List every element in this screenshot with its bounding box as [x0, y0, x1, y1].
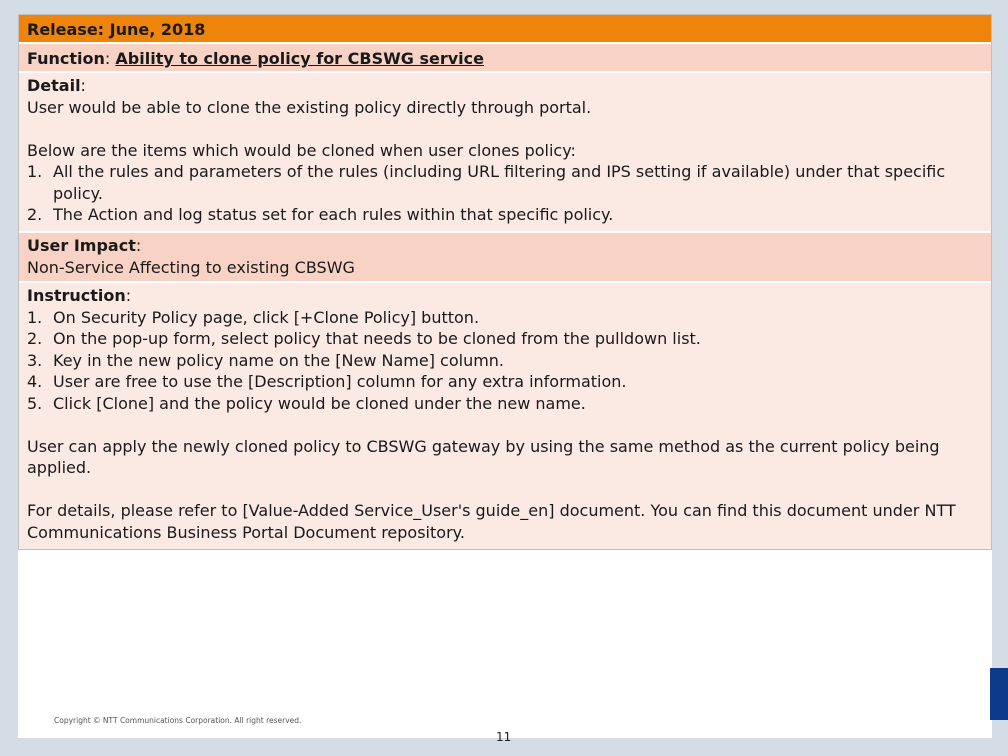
impact-label: User Impact — [27, 236, 136, 255]
list-item-number: 2. — [27, 205, 43, 224]
release-row — [19, 15, 991, 44]
details-note: For details, please refer to [Value-Added Service_User's guide_en] document. You can find this document under NTT Communications Business Portal Document repository. — [27, 501, 956, 542]
list-item — [27, 204, 983, 226]
copyright-notice: Copyright © NTT Communications Corporation. All right reserved. — [54, 716, 302, 725]
release-table — [18, 14, 992, 550]
instruction-step — [27, 307, 983, 329]
release-label: Release: June, 2018 — [27, 20, 206, 39]
step-number: 2. — [27, 329, 43, 348]
function-title: Ability to clone policy for CBSWG service — [115, 49, 484, 68]
step-number: 3. — [27, 350, 43, 370]
slide — [18, 14, 992, 744]
step-text: Click [Clone] and the policy would be cloned under the new name. — [53, 393, 586, 413]
step-number: 5. — [27, 393, 43, 413]
instruction-step — [27, 350, 983, 372]
step-text: On Security Policy page, click [+Clone Policy] button. — [53, 307, 480, 327]
instruction-step — [27, 393, 983, 415]
function-label: Function — [27, 49, 105, 68]
detail-list-intro: Below are the items which would be cloned when user clones policy: — [27, 140, 576, 160]
brand-accent-bar — [990, 668, 1008, 720]
step-text: User are free to use the [Description] column for any extra information. — [53, 372, 627, 391]
list-item-text: All the rules and parameters of the rules (including URL filtering and IPS setting if available) under that specific policy. — [53, 162, 946, 203]
list-item-number: 1. — [27, 162, 43, 181]
instruction-step — [27, 371, 983, 393]
function-row: Function: Ability to clone policy for CBSWG service — [19, 44, 991, 73]
detail-label: Detail — [27, 76, 81, 95]
impact-value: Non-Service Affecting to existing CBSWG — [27, 257, 355, 277]
instruction-row: Instruction: 1. On Security Policy page, click [+Clone Policy] button. 2. On the pop-up form, select policy that needs to be cloned from the pulldown list. 3. Key in the new policy name on the [New Name] column. 4. User are free to use the [Description] column for any extra information. 5. Click [Clone] and the policy would be cloned under the new name. User can apply the newly cloned policy to CBSWG gateway by using the same method as the current policy being applied. For details, please refer to [Value-Added Service_User's guide_en] document. You can find this document under NTT Communications Business Portal Document repository. — [19, 283, 991, 549]
list-item-text: The Action and log status set for each rules within that specific policy. — [53, 205, 614, 224]
step-number: 4. — [27, 372, 43, 391]
step-text: Key in the new policy name on the [New Name] column. — [53, 350, 505, 370]
step-number: 1. — [27, 307, 43, 327]
detail-row: Detail: User would be able to clone the existing policy directly through portal. Below are the items which would be cloned when user clones policy: 1. All the rules and parameters of the rules (including URL filtering and IPS setting if available) under that specific policy. 2. The Action and log status set for each rules within that specific policy. — [19, 73, 991, 233]
instruction-label: Instruction — [27, 286, 126, 305]
step-text: On the pop-up form, select policy that needs to be cloned from the pulldown list. — [53, 329, 701, 348]
list-item — [27, 161, 983, 204]
detail-intro: User would be able to clone the existing policy directly through portal. — [27, 97, 592, 117]
impact-row: User Impact: Non-Service Affecting to existing CBSWG — [19, 233, 991, 283]
apply-note: User can apply the newly cloned policy to CBSWG gateway by using the same method as the current policy being applied. — [27, 436, 940, 477]
instruction-step — [27, 328, 983, 350]
page-number: 11 — [496, 730, 512, 744]
